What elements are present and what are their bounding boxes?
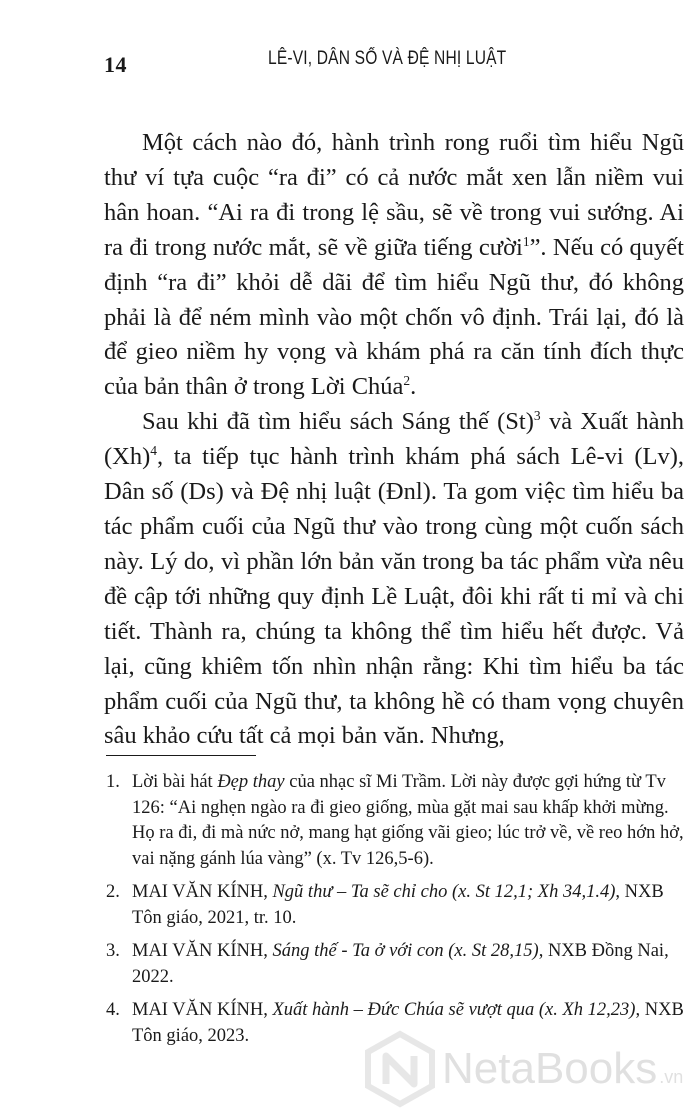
text-run: Lời bài hát (132, 772, 218, 792)
italic-title: Ngũ thư – Ta sẽ chỉ cho (x. St 12,1; Xh 34,1.4) (272, 882, 616, 902)
watermark-brand (442, 1044, 683, 1094)
footnote-1 (106, 770, 684, 872)
text-run: MAI VĂN KÍNH, (132, 941, 273, 961)
footnote-number: 3. (106, 941, 120, 961)
body-text (104, 126, 684, 754)
footnote-text (132, 880, 684, 931)
watermark-brand-name: NetaBooks (442, 1044, 658, 1093)
text-run: và Xuất hành (Xh) (104, 408, 685, 471)
watermark-suffix: .vn (659, 1067, 684, 1087)
text-run: , NXB Tôn giáo, 2023. (132, 1000, 684, 1046)
watermark (360, 1028, 690, 1108)
text-run: ”. Nếu có quyết định “ra đi” khỏi dễ dãi để tìm hiểu Ngũ thư, đó không phải là để ném mình vào một chốn vô định. Trái lại, đó là để gieo niềm hy vọng và khám phá ra căn tính đích thực của bản thân ở trong Lời Chúa (104, 233, 684, 401)
text-run: Sau khi đã tìm hiểu sách Sáng thế (St) (142, 408, 534, 436)
italic-title: Sáng thế - Ta ở với con (x. St 28,15) (272, 941, 539, 961)
footnote-text (132, 770, 684, 872)
text-run: , NXB Đồng Nai, 2022. (132, 941, 669, 987)
footnotes-list (106, 770, 684, 1057)
footnote-number: 4. (106, 1000, 120, 1020)
text-run: MAI VĂN KÍNH, (132, 882, 273, 902)
footnote-number: 1. (106, 772, 120, 792)
footnote-ref: 4 (150, 443, 157, 458)
footnote-number: 2. (106, 882, 120, 902)
footnote-ref: 1 (522, 233, 530, 249)
footnote-ref: 2 (403, 373, 411, 389)
page-number: 14 (104, 52, 127, 77)
italic-title: Xuất hành – Đức Chúa sẽ vượt qua (x. Xh 12,23) (272, 1000, 636, 1020)
text-run: , NXB Tôn giáo, 2021, tr. 10. (132, 882, 664, 928)
text-run: . (410, 373, 417, 401)
body-paragraph-1 (104, 126, 684, 405)
body-paragraph-2 (104, 405, 684, 754)
text-run: Một cách nào đó, hành trình rong ruổi tìm hiểu Ngũ thư ví tựa cuộc “ra đi” có cả nước mắt xen lẫn niềm vui hân hoan. “Ai ra đi trong lệ sầu, sẽ về trong vui sướng. Ai ra đi trong nước mắt, sẽ về giữa tiếng cười (104, 129, 684, 261)
netabooks-n-logo-icon (360, 1028, 440, 1108)
text-run: , ta tiếp tục hành trình khám phá sách Lê-vi (Lv), Dân số (Ds) và Đệ nhị luật (Đnl). Ta gom việc tìm hiểu ba tác phẩm cuối của Ngũ thư vào trong cùng một cuốn sách này. Lý do, vì phần lớn bản văn trong ba tác phẩm vừa nêu đề cập tới những quy định Lề Luật, đôi khi rất ti mỉ và chi tiết. Thành ra, chúng ta không thể tìm hiểu hết được. Vả lại, cũng khiêm tốn nhìn nhận rằng: Khi tìm hiểu ba tác phẩm cuối của Ngũ thư, ta không hề có tham vọng chuyên sâu khảo cứu tất cả mọi bản văn. Nhưng, (104, 443, 684, 750)
footnote-text (132, 939, 684, 990)
italic-title: Đẹp thay (217, 772, 285, 792)
running-title: LÊ-VI, DÂN SỐ VÀ ĐỆ NHỊ LUẬT (268, 48, 507, 69)
footnote-2 (106, 880, 684, 931)
footnote-ref: 3 (533, 408, 541, 424)
text-run: MAI VĂN KÍNH, (132, 1000, 273, 1020)
footnote-separator (106, 755, 256, 756)
footnote-3 (106, 939, 684, 990)
text-run: của nhạc sĩ Mi Trầm. Lời này được gợi hứng từ Tv 126: “Ai nghẹn ngào ra đi gieo giống, mùa gặt mai sau khấp khởi mừng. Họ ra đi, đi mà nức nở, mang hạt giống vãi gieo; lúc trở về, về reo hớn hở, vai nặng gánh lúa vàng” (x. Tv 126,5-6). (132, 772, 684, 869)
